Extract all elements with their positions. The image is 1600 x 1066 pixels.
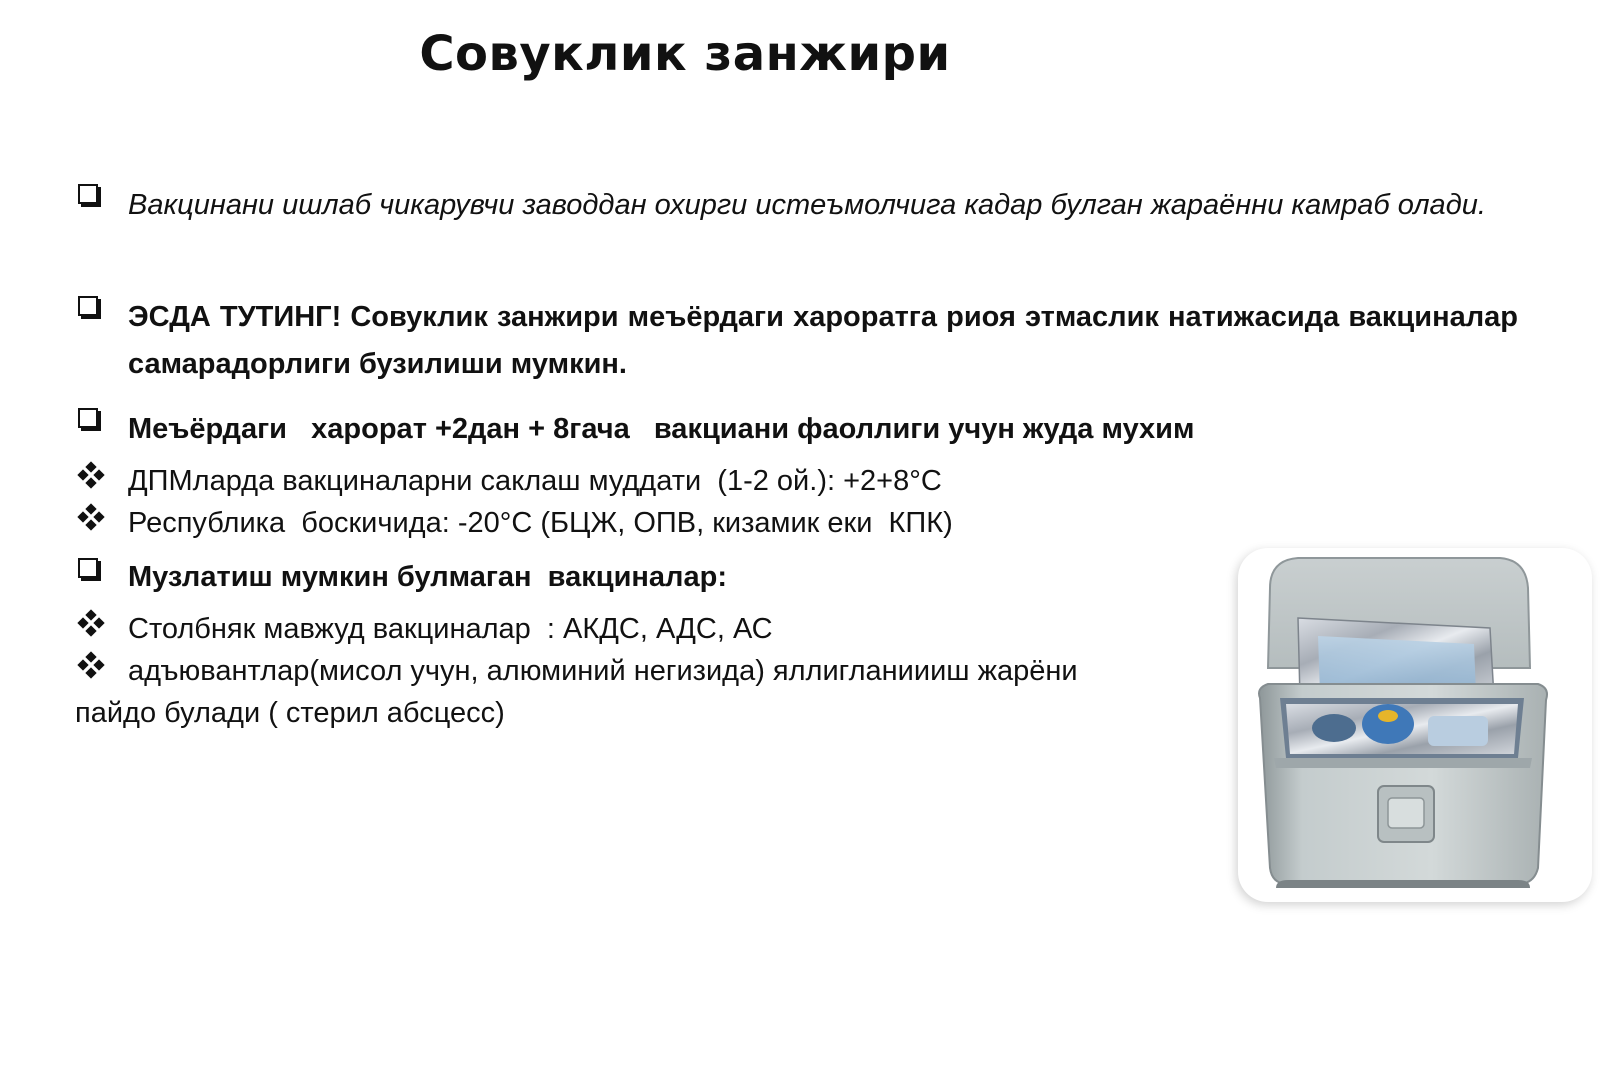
four-diamond-icon — [78, 652, 104, 678]
square-checkbox-icon — [78, 558, 98, 578]
bullet-text: ЭСДА ТУТИНГ! Совуклик занжири меъёрдаги хароратга риоя этмаслик натижасида вакциналар самарадорлиги бузилиши мумкин. — [128, 301, 1518, 380]
bullet-text: Меъёрдаги харорат +2дан + 8гача вакциани фаоллиги учун жуда мухим — [128, 413, 1195, 445]
sub-bullet-text: ДПМларда вакциналарни саклаш муддати (1-2 ой.): +2+8°С — [128, 465, 942, 497]
bullet-text: Музлатиш мумкин булмаган вакциналар: — [128, 561, 727, 593]
sub-bullet-text: адъювантлар(мисол учун, алюминий негизида) яллигланиииш жарёни — [128, 655, 1078, 687]
page-title: Совуклик занжири — [419, 26, 951, 82]
sub-bullet-text: Столбняк мавжуд вакциналар : АКДС, АДС, АС — [128, 613, 773, 645]
sub-bullet-text: Республика боскичида: -20°С (БЦЖ, ОПВ, кизамик еки КПК) — [128, 507, 953, 539]
four-diamond-icon — [78, 462, 104, 488]
sub-bullet-text-continuation: пайдо булади ( стерил абсцесс) — [75, 697, 505, 729]
four-diamond-icon — [78, 504, 104, 530]
cooler-box-illustration — [1238, 548, 1592, 902]
four-diamond-icon — [78, 610, 104, 636]
square-checkbox-icon — [78, 408, 98, 428]
vaccine-cooler-box-image — [1238, 548, 1592, 902]
square-checkbox-icon — [78, 296, 98, 316]
bullet-text: Вакцинани ишлаб чикарувчи заводдан охирги истеъмолчига кадар булган жараённи камраб олади. — [128, 189, 1486, 221]
square-checkbox-icon — [78, 184, 98, 204]
